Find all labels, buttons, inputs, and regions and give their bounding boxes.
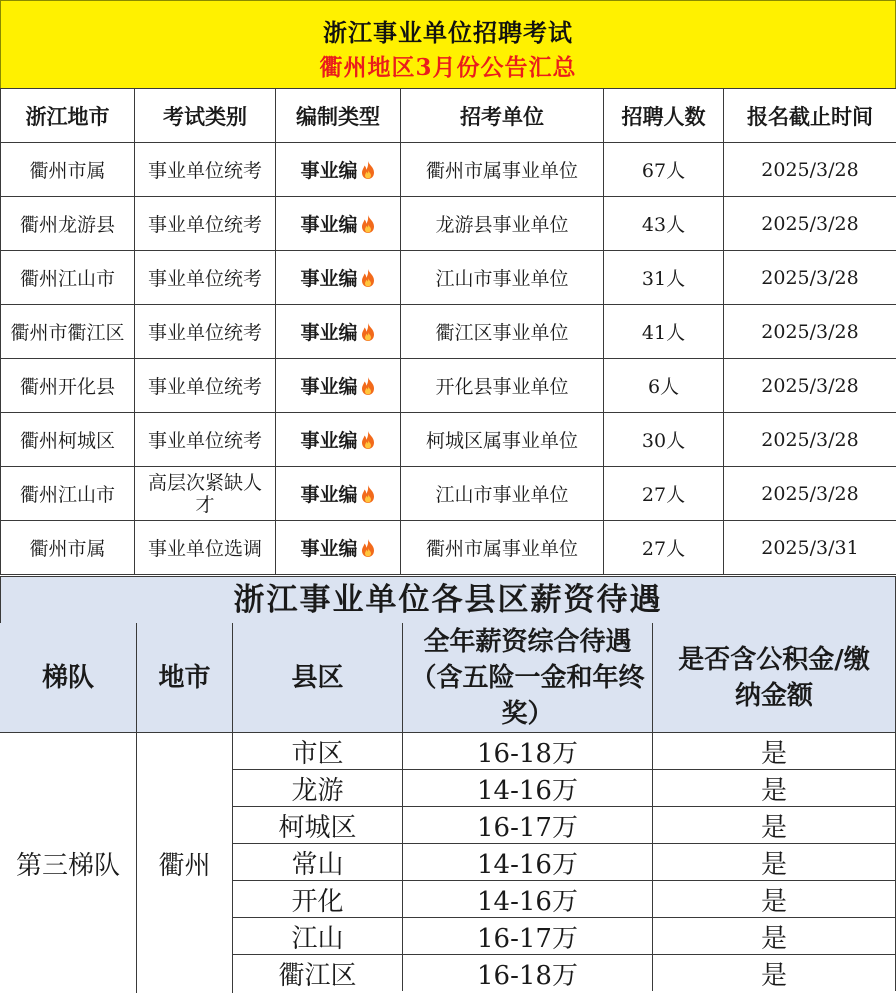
cell-headcount: 27人	[604, 467, 724, 521]
cell-housing-fund: 是	[653, 733, 896, 769]
cell-headcount: 6人	[604, 359, 724, 413]
cell-deadline: 2025/3/28	[724, 251, 896, 305]
cell-staff-type	[276, 359, 401, 413]
cell-city: 衢州市属	[1, 521, 135, 575]
header-housing-fund: 是否含公积金/缴纳金额	[653, 623, 896, 733]
cell-staff-type	[276, 305, 401, 359]
salary-row	[233, 844, 896, 881]
cell-housing-fund: 是	[653, 770, 896, 806]
cell-staff-type	[276, 521, 401, 575]
cell-city: 衢州市属	[1, 143, 135, 197]
cell-deadline: 2025/3/28	[724, 197, 896, 251]
recruit-table	[0, 88, 896, 575]
recruit-row	[1, 359, 896, 413]
header-tier: 梯队	[0, 623, 137, 733]
banner	[0, 0, 896, 89]
cell-headcount: 67人	[604, 143, 724, 197]
header-district: 县区	[233, 623, 403, 733]
cell-employer: 开化县事业单位	[401, 359, 604, 413]
recruit-row	[1, 251, 896, 305]
staff-type-label: 事业编	[300, 376, 358, 398]
cell-housing-fund: 是	[653, 918, 896, 954]
cell-housing-fund: 是	[653, 807, 896, 843]
fire-icon	[360, 268, 376, 288]
cell-headcount: 30人	[604, 413, 724, 467]
banner-subtitle: 衢州地区3月份公告汇总	[319, 54, 577, 81]
cell-employer: 衢江区事业单位	[401, 305, 604, 359]
cell-annual-salary: 14-16万	[403, 770, 653, 806]
fire-icon	[360, 214, 376, 234]
cell-housing-fund: 是	[653, 844, 896, 880]
cell-district: 常山	[233, 844, 403, 880]
cell-district: 龙游	[233, 770, 403, 806]
salary-row	[233, 918, 896, 955]
cell-city: 衢州开化县	[1, 359, 135, 413]
cell-city: 衢州市衢江区	[1, 305, 135, 359]
cell-staff-type	[276, 197, 401, 251]
header-deadline: 报名截止时间	[724, 89, 896, 143]
fire-icon	[360, 376, 376, 396]
salary-body	[0, 733, 896, 993]
salary-row	[233, 733, 896, 770]
cell-employer: 江山市事业单位	[401, 251, 604, 305]
cell-exam-type: 事业单位选调	[135, 521, 276, 575]
cell-employer: 柯城区属事业单位	[401, 413, 604, 467]
tier-cell: 第三梯队	[0, 733, 137, 993]
staff-type-label: 事业编	[300, 160, 358, 182]
cell-employer: 衢州市属事业单位	[401, 143, 604, 197]
header-salary-city: 地市	[137, 623, 233, 733]
header-staff-type: 编制类型	[276, 89, 401, 143]
header-city: 浙江地市	[1, 89, 135, 143]
salary-row	[233, 807, 896, 844]
cell-annual-salary: 16-18万	[403, 733, 653, 769]
cell-district: 市区	[233, 733, 403, 769]
recruit-header-row	[1, 89, 896, 143]
staff-type-label: 事业编	[300, 214, 358, 236]
cell-deadline: 2025/3/28	[724, 143, 896, 197]
fire-icon	[360, 484, 376, 504]
cell-city: 衢州柯城区	[1, 413, 135, 467]
header-annual-salary: 全年薪资综合待遇（含五险一金和年终奖）	[403, 623, 653, 733]
cell-exam-type: 事业单位统考	[135, 359, 276, 413]
cell-district: 江山	[233, 918, 403, 954]
cell-district: 开化	[233, 881, 403, 917]
staff-type-label: 事业编	[300, 268, 358, 290]
cell-headcount: 27人	[604, 521, 724, 575]
cell-deadline: 2025/3/28	[724, 359, 896, 413]
cell-city: 衢州龙游县	[1, 197, 135, 251]
cell-housing-fund: 是	[653, 881, 896, 917]
cell-staff-type	[276, 467, 401, 521]
cell-deadline: 2025/3/31	[724, 521, 896, 575]
salary-row	[233, 955, 896, 992]
cell-headcount: 43人	[604, 197, 724, 251]
header-exam-type: 考试类别	[135, 89, 276, 143]
cell-district: 柯城区	[233, 807, 403, 843]
cell-district: 衢江区	[233, 955, 403, 991]
cell-exam-type: 事业单位统考	[135, 251, 276, 305]
cell-annual-salary: 14-16万	[403, 844, 653, 880]
cell-employer: 江山市事业单位	[401, 467, 604, 521]
cell-headcount: 41人	[604, 305, 724, 359]
recruit-row	[1, 521, 896, 575]
salary-header-row	[0, 623, 896, 733]
fire-icon	[360, 430, 376, 450]
staff-type-label: 事业编	[300, 484, 358, 506]
cell-exam-type: 事业单位统考	[135, 143, 276, 197]
recruit-row	[1, 467, 896, 521]
header-headcount: 招聘人数	[604, 89, 724, 143]
fire-icon	[360, 322, 376, 342]
banner-title: 浙江事业单位招聘考试	[323, 18, 573, 47]
recruit-row	[1, 413, 896, 467]
cell-housing-fund: 是	[653, 955, 896, 991]
cell-city: 衢州江山市	[1, 251, 135, 305]
cell-deadline: 2025/3/28	[724, 467, 896, 521]
cell-employer: 衢州市属事业单位	[401, 521, 604, 575]
salary-city-cell: 衢州	[137, 733, 233, 993]
cell-deadline: 2025/3/28	[724, 413, 896, 467]
cell-exam-type: 高层次紧缺人才	[135, 467, 276, 521]
cell-annual-salary: 16-17万	[403, 918, 653, 954]
recruit-row	[1, 305, 896, 359]
salary-title: 浙江事业单位各县区薪资待遇	[0, 576, 896, 624]
header-employer: 招考单位	[401, 89, 604, 143]
cell-exam-type: 事业单位统考	[135, 305, 276, 359]
recruit-row	[1, 143, 896, 197]
fire-icon	[360, 538, 376, 558]
staff-type-label: 事业编	[300, 322, 358, 344]
cell-deadline: 2025/3/28	[724, 305, 896, 359]
cell-staff-type	[276, 413, 401, 467]
salary-row	[233, 881, 896, 918]
cell-annual-salary: 16-18万	[403, 955, 653, 991]
recruit-row	[1, 197, 896, 251]
cell-annual-salary: 16-17万	[403, 807, 653, 843]
cell-staff-type	[276, 251, 401, 305]
salary-section	[0, 576, 896, 993]
fire-icon	[360, 160, 376, 180]
cell-employer: 龙游县事业单位	[401, 197, 604, 251]
staff-type-label: 事业编	[300, 538, 358, 560]
cell-headcount: 31人	[604, 251, 724, 305]
staff-type-label: 事业编	[300, 430, 358, 452]
cell-staff-type	[276, 143, 401, 197]
salary-row	[233, 770, 896, 807]
cell-exam-type: 事业单位统考	[135, 413, 276, 467]
cell-city: 衢州江山市	[1, 467, 135, 521]
cell-annual-salary: 14-16万	[403, 881, 653, 917]
cell-exam-type: 事业单位统考	[135, 197, 276, 251]
